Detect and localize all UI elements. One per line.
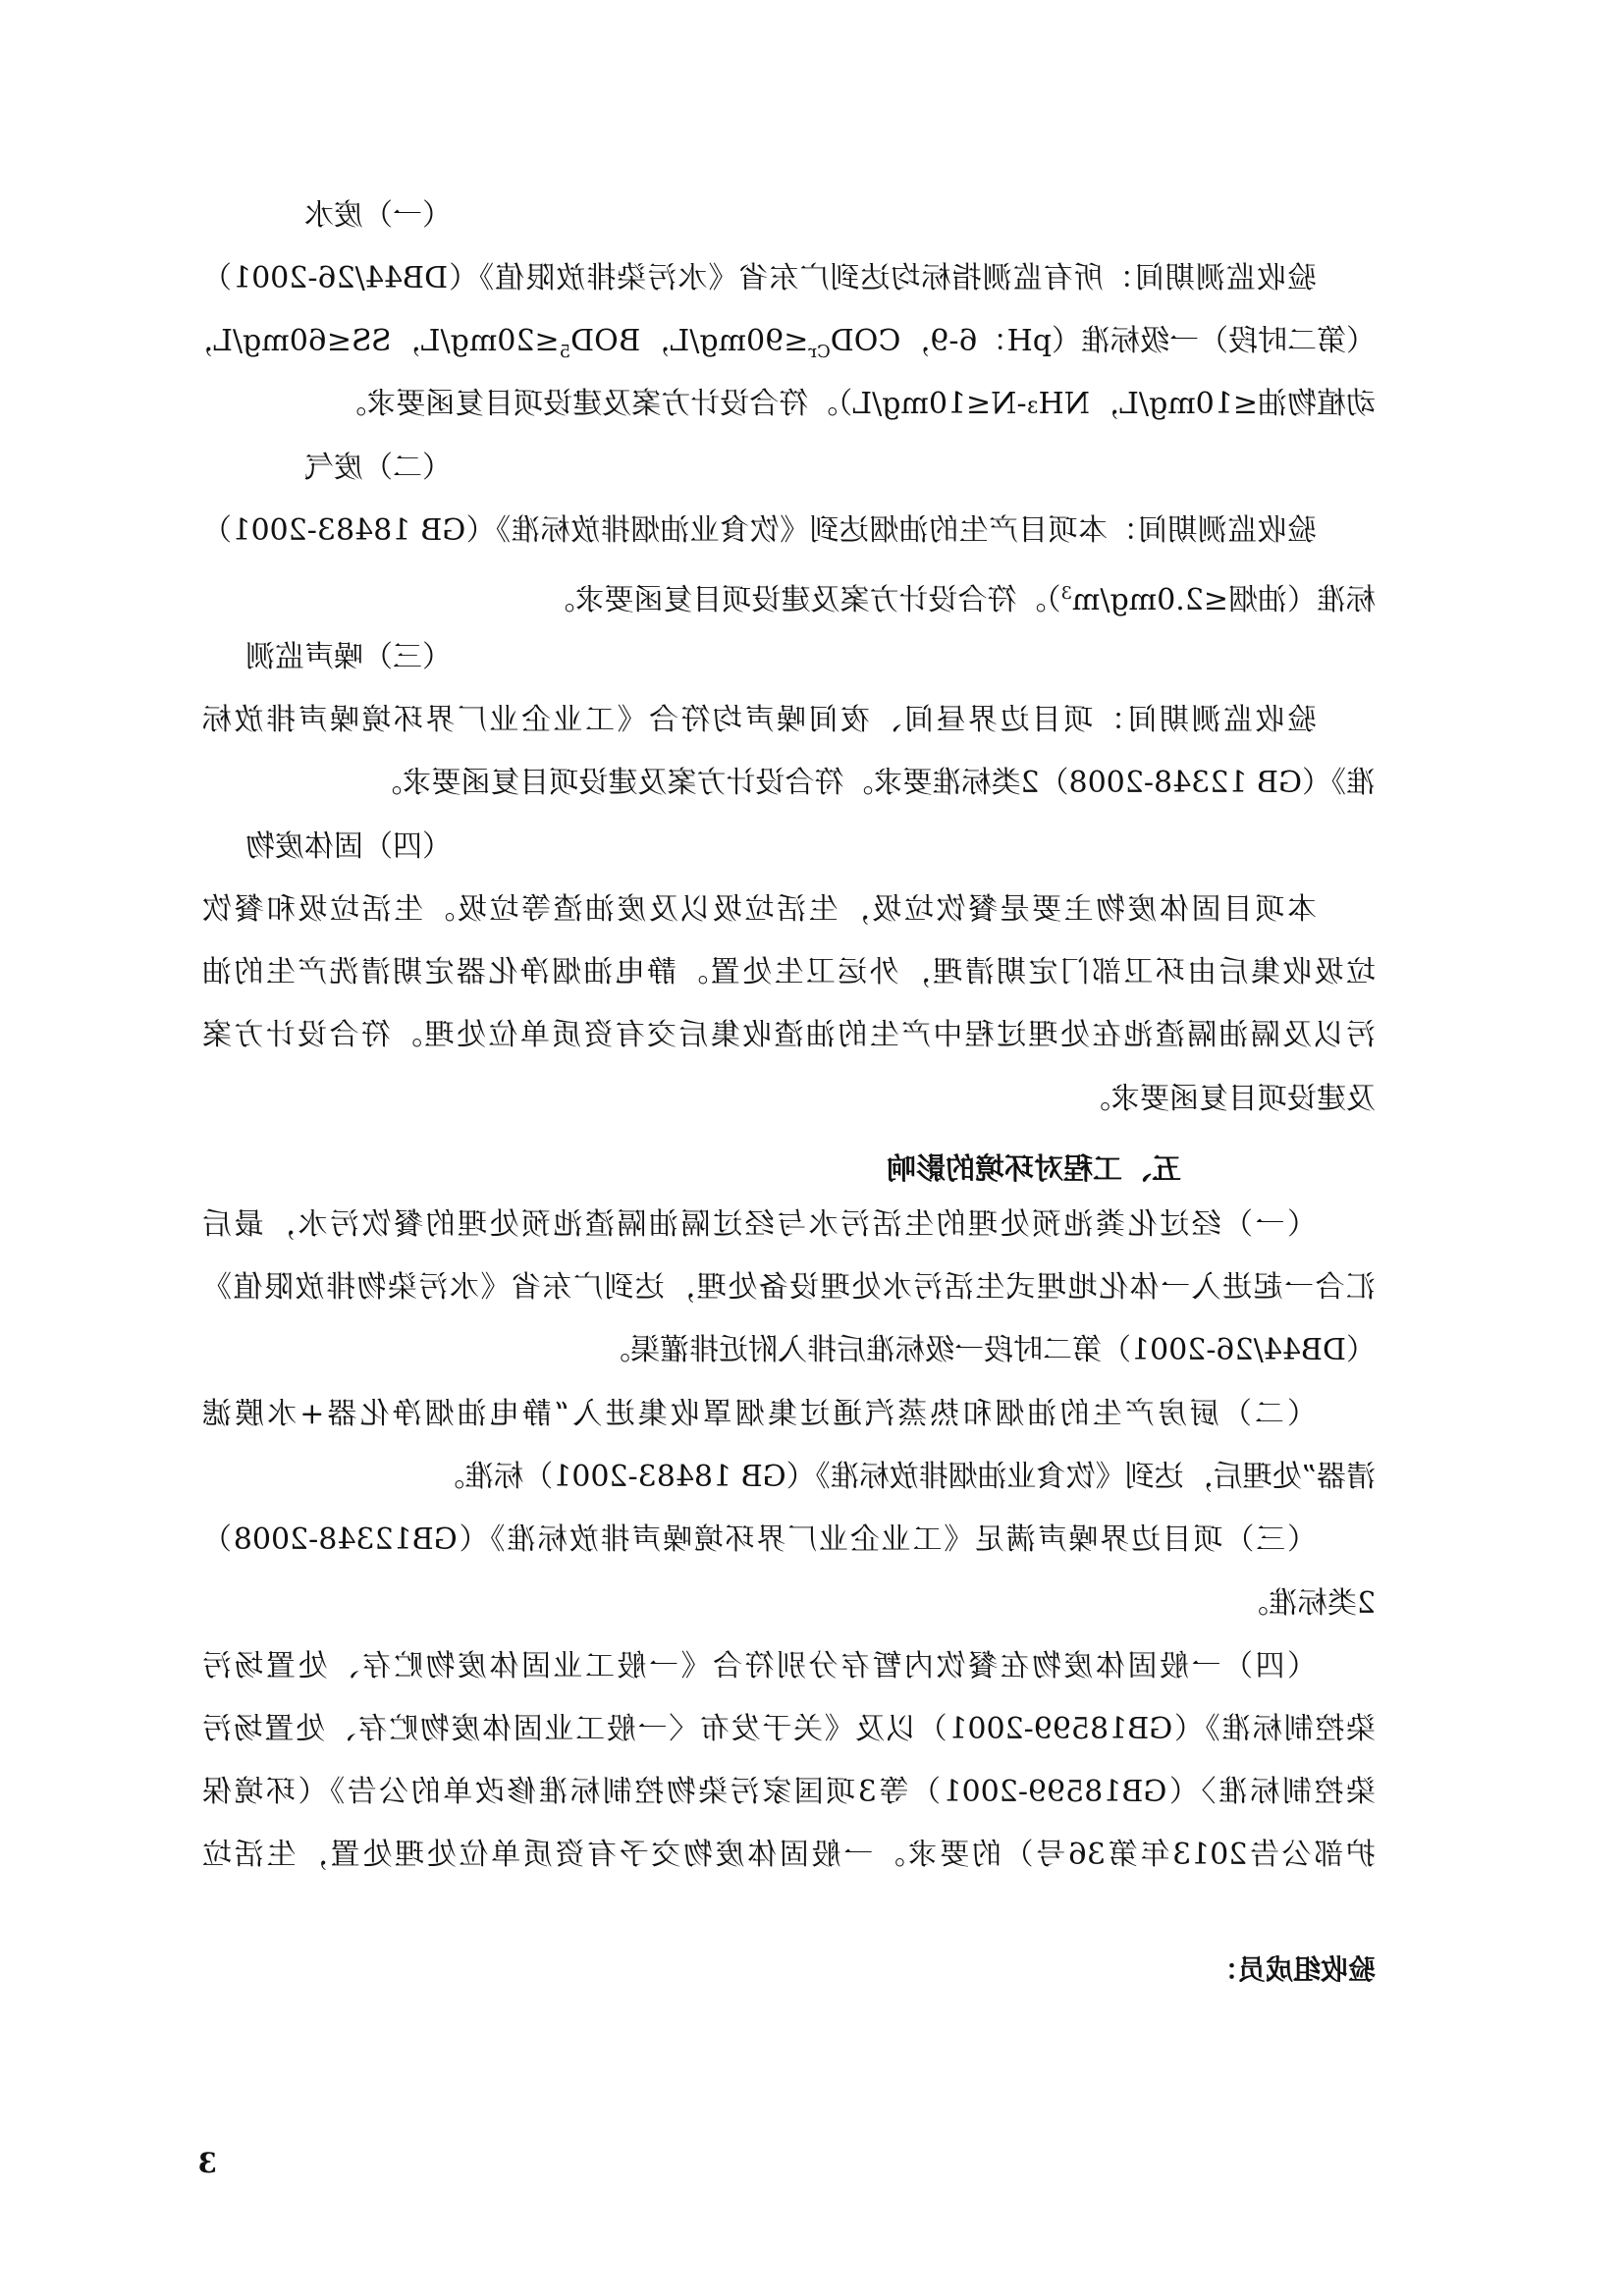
text-segment: ）。符合设计方案及建设项目复函要求。 xyxy=(545,583,1061,617)
paragraph-line: 准》（GB 12348-2008）2类标准要求。符合设计方案及建设项目复函要求。 xyxy=(372,766,1376,800)
paragraph-line: 本项目固体废物主要是餐饮垃圾，生活垃圾以及废油渣等垃圾。生活垃圾和餐饮 xyxy=(202,892,1317,927)
paragraph-line: 染控制标准》（GB18599-2001）以及《关于发布〈一般工业固体废物贮存、处置场污 xyxy=(202,1712,1376,1746)
section-title-wastewater: （一）废水 xyxy=(304,198,452,233)
paragraph-line: （四）一般固体废物在餐饮内暂存分别符合《一般工业固体废物贮存、处置场污 xyxy=(202,1649,1317,1683)
paragraph-line xyxy=(202,572,1376,622)
superscript-3: 3 xyxy=(1060,583,1072,604)
section-title-solid: （四）固体废物 xyxy=(245,829,452,864)
paragraph-line: （二）厨房产生的油烟和热蒸汽通过集烟罩收集进入“静电油烟净化器+水膜滤 xyxy=(202,1397,1317,1431)
paragraph-line: 污以及隔油隔渣池在处理过程中产生的油渣收集后交有资质单位处理。符合设计方案 xyxy=(202,1018,1376,1052)
paragraph-line: （三）项目边界噪声满足《工业企业厂界环境噪声排放标准》（GB12348-2008） xyxy=(202,1522,1317,1557)
paragraph-line: 验收监测期间：项目边界昼间、夜间噪声均符合《工业企业厂界环境噪声排放标 xyxy=(202,703,1317,737)
text-segment: 标准（油烟≤2.0mg/m xyxy=(1071,583,1376,617)
text-segment: ≤20mg/L，SS≤60mg/L， xyxy=(184,324,560,358)
section-heading-impact: 五、工程对环境的影响 xyxy=(887,1152,1181,1187)
subscript-5: 5 xyxy=(559,342,571,362)
page-number: 3 xyxy=(197,2147,217,2179)
paragraph-line: 动植物油≤10mg/L，NH₃-N≤10mg/L）。符合设计方案及建设项目复函要求。 xyxy=(337,387,1376,421)
paragraph-line: 验收监测期间：所有监测指标均达到广东省《水污染排放限值》（DB44/26-2001） xyxy=(202,261,1317,295)
paragraph-line: 护部公告2013年第36号）的要求。一般固体废物交予有资质单位处理处置，生活垃 xyxy=(202,1838,1376,1872)
paragraph-line: 清器”处理后，达到《饮食业油烟排放标准》（GB 18483-2001）标准。 xyxy=(435,1460,1376,1494)
paragraph-line: （一）经过化粪池预处理的生活污水与经过隔油隔渣池预处理的餐饮污水，最后 xyxy=(202,1207,1317,1242)
paragraph-line: 验收监测期间：本项目产生的油烟达到《饮食业油烟排放标准》（GB 18483-2001） xyxy=(202,513,1317,548)
paragraph-line: 垃圾收集后由环卫部门定期清理，外运卫生处置。静电油烟净化器定期清洗产生的油 xyxy=(202,955,1376,989)
paragraph-line: 汇合一起进入一体化地埋式生活污水处理设备处理，达到广东省《水污染物排放限值》 xyxy=(202,1270,1376,1305)
paragraph-line: 2类标准。 xyxy=(1238,1586,1376,1621)
paragraph-line: 染控制标准〉（GB18599-2001）等3项国家污染物控制标准修改单的公告》（环境保 xyxy=(202,1775,1376,1809)
text-segment: （第二时段）一级标准（pH：6-9，COD xyxy=(830,324,1376,358)
paragraph-line: （DB44/26-2001）第二时段一级标准后排入附近排灌渠。 xyxy=(600,1333,1376,1367)
members-label: 验收组成员： xyxy=(1210,1953,1376,1986)
paragraph-line xyxy=(184,320,1376,374)
text-segment: ≤90mg/L，BOD xyxy=(570,324,809,358)
section-title-noise: （三）噪声监测 xyxy=(245,640,452,674)
paragraph-line: 及建设项目复函要求。 xyxy=(1081,1082,1376,1116)
section-title-exhaust: （二）废气 xyxy=(304,451,452,485)
subscript-cr: Cr xyxy=(808,342,831,362)
